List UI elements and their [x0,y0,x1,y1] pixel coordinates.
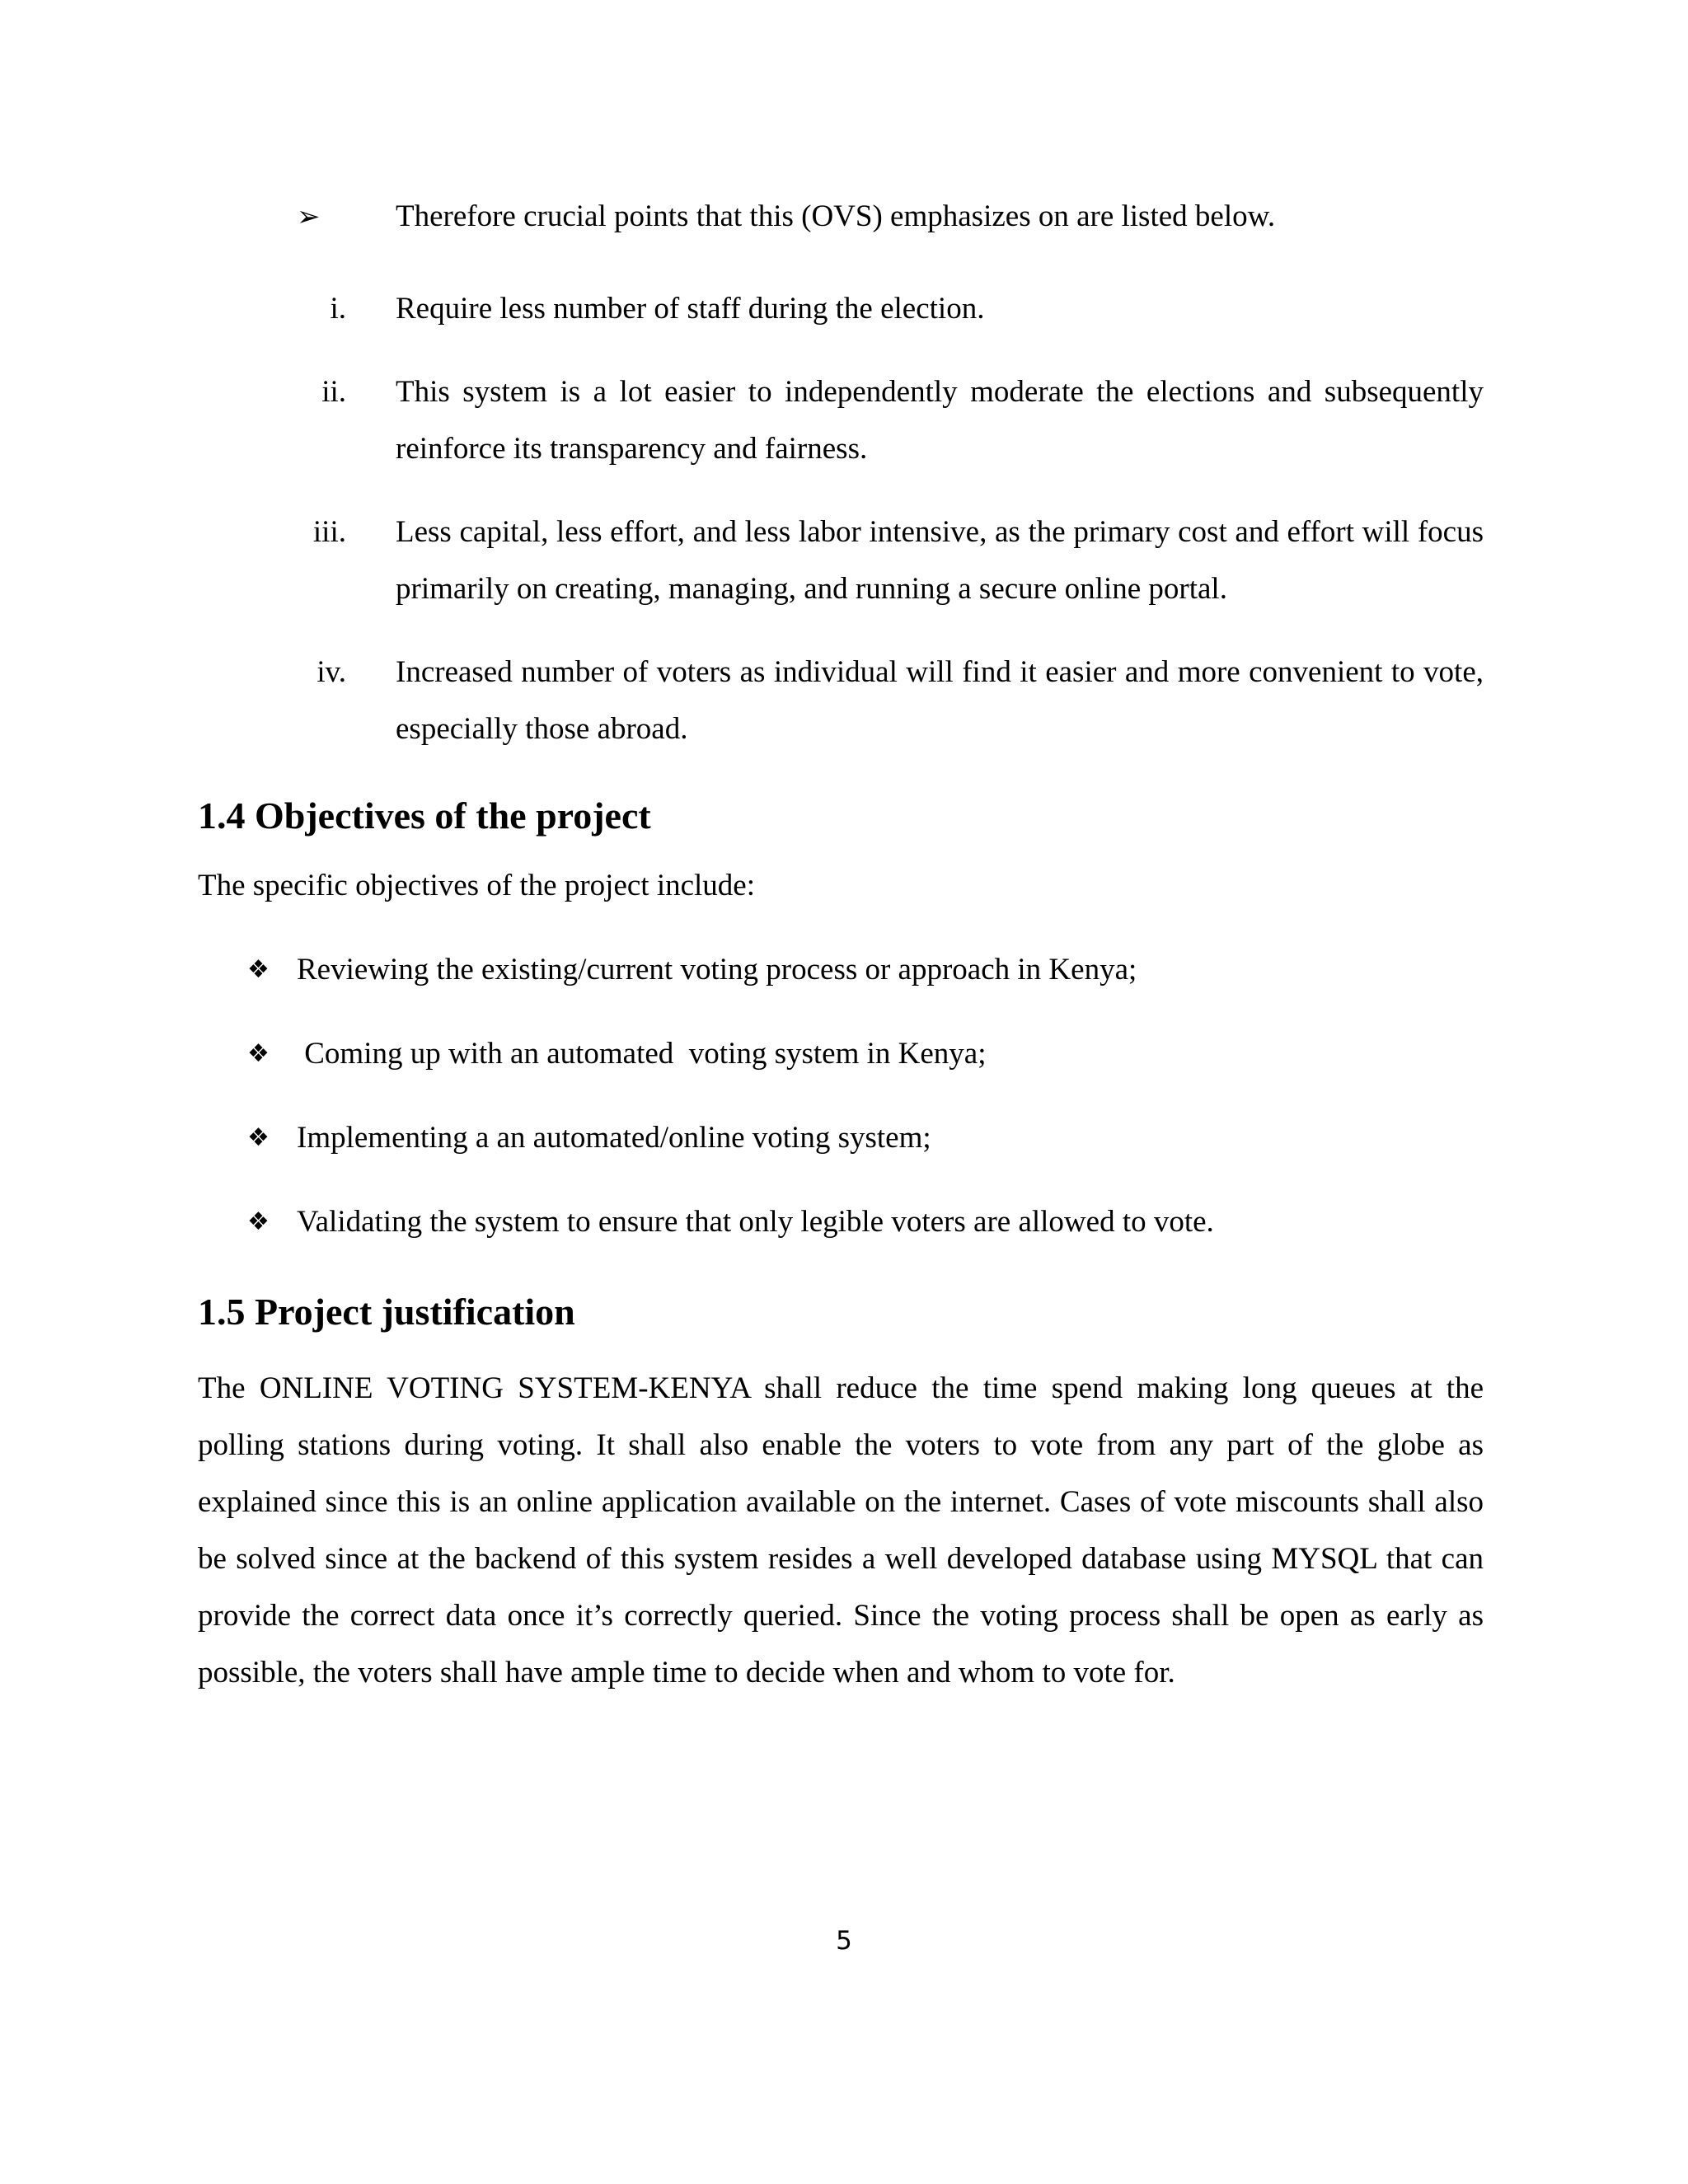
list-item [247,1033,1484,1118]
list-item-text: Require less number of staff during the election. [396,292,985,326]
list-item-text: Less capital, less effort, and less labor intensive, as the primary cost and effort will focus primarily on creating, managing, and running a secure online portal. [396,515,1484,606]
crucial-points-list [297,280,1484,784]
objective-text: Reviewing the existing/current voting process or approach in Kenya; [297,953,1137,987]
list-item-number: ii. [321,375,346,409]
objectives-intro: The specific objectives of the project include: [198,869,756,902]
list-item-text: This system is a lot easier to independently moderate the elections and subsequently reinforce its transparency and fairness. [396,375,1484,466]
list-item [297,644,1484,757]
list-item-number: iii. [312,515,346,549]
list-item [297,363,1484,477]
diamond-bullet-icon: ❖ [247,1039,270,1068]
list-item [297,280,1484,337]
diamond-bullet-icon: ❖ [247,1123,270,1152]
page-number: 5 [836,1926,852,1956]
justification-heading: 1.5 Project justification [198,1291,575,1333]
objectives-heading: 1.4 Objectives of the project [198,794,651,837]
list-item [247,949,1484,1033]
intro-point-text: Therefore crucial points that this (OVS) emphasizes on are listed below. [396,199,1276,233]
diamond-bullet-icon: ❖ [247,1207,270,1236]
list-item-number: i. [330,292,346,326]
list-item-text: Increased number of voters as individual will find it easier and more convenient to vote, especially those abroad. [396,655,1484,746]
objectives-list [247,949,1484,1286]
objective-text: Validating the system to ensure that only legible voters are allowed to vote. [297,1205,1214,1239]
list-item-number: iv. [316,655,346,689]
objective-text: Coming up with an automated voting system in Kenya; [297,1037,987,1071]
arrow-bullet-icon: ➢ [297,200,321,233]
list-item [247,1118,1484,1202]
list-item [247,1202,1484,1286]
justification-paragraph: The ONLINE VOTING SYSTEM-KENYA shall reduce the time spend making long queues at the polling stations during voting. It shall also enable the voters to vote from any part of the globe as explained since this is an online application available on the internet. Cases of vote miscounts shall also be solved since at the backend of this system resides a well developed database using MYSQL that can provide the correct data once it’s correctly queried. Since the voting process shall be open as early as possible, the voters shall have ample time to decide when and whom to vote for. [198,1371,1484,1690]
list-item [297,504,1484,617]
objective-text: Implementing a an automated/online voting system; [297,1121,931,1155]
diamond-bullet-icon: ❖ [247,955,270,984]
